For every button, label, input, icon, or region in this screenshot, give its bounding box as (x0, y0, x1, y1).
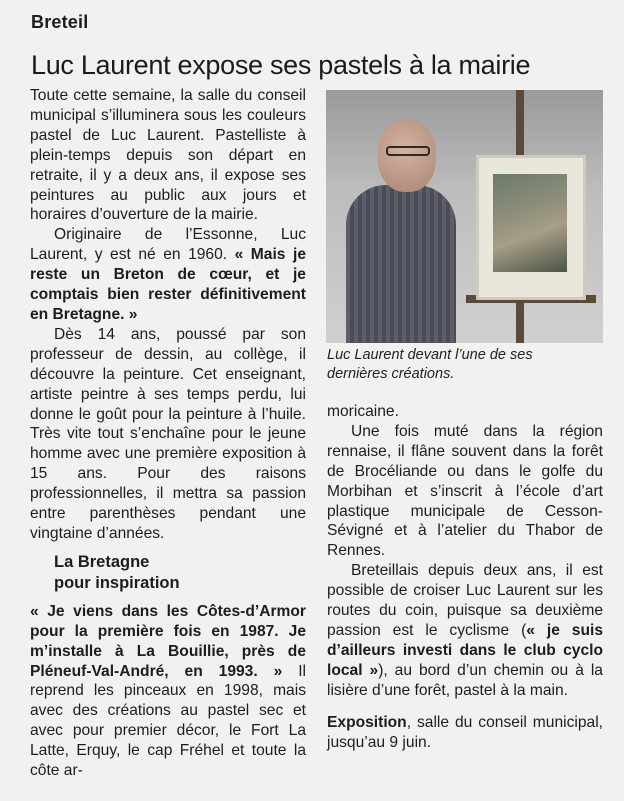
paragraph-intro: Toute cette semaine, la salle du conseil municipal s’illuminera sous les couleurs pastel de Luc Laurent. Pastelliste à plein-temps depuis son départ en retraite, il y a deux ans, il expose ses peintures au public aux jours et horaires d’ouverture de la mairie. (30, 87, 306, 224)
cycling-text-b: ), au bord d’un chemin ou à la lisière d’une forêt, pastel à la main. (327, 661, 603, 699)
subheading-line1: La Bretagne (54, 552, 150, 571)
paragraph-continuation: moricaine. (327, 403, 399, 420)
bretagne-text: Il reprend les pinceaux en 1998, mais avec des créations au pastel sec et avec pour premier décor, le Fort La Latte, Erquy, le cap Fréhel et toute la côte ar- (30, 662, 306, 780)
paragraph-rennes: Une fois muté dans la région rennaise, il flâne souvent dans la forêt de Brocéliande ou dans le golfe du Morbihan et s’inscrit à l’école d’art plastique municipale de Cesson-Sévigné et à l’atelier du Thabor de Rennes. (327, 422, 603, 560)
photo-caption (327, 346, 604, 384)
paragraph-bretagne (30, 602, 306, 781)
paragraph-exposition (327, 713, 603, 753)
bretagne-quote: « Je viens dans les Côtes-d’Armor pour la première fois en 1987. Je m’installe à La Bouillie, près de Pléneuf-Val-André, en 1993. » (30, 602, 306, 680)
person-head (378, 120, 436, 192)
paragraph-cycling (327, 561, 603, 700)
section-label: Breteil (31, 12, 89, 32)
person-shirt (346, 185, 456, 343)
caption-line1: Luc Laurent devant l’une de ses (327, 347, 533, 363)
cycling-quote: « je suis d’ailleurs investi dans le club cyclo local » (327, 621, 603, 679)
cycling-text-a: Breteillais depuis deux ans, il est possible de croiser Luc Laurent sur les routes du coin, puisque sa deuxième passion est le cyclisme ( (327, 562, 603, 639)
origin-text: Originaire de l’Essonne, Luc Laurent, y est né en 1960. (30, 226, 306, 264)
paragraph-youth: Dès 14 ans, poussé par son professeur de dessin, au collège, il découvre la peinture. Cet enseignant, artiste peintre à ses temps perdu, lui donne le goût pour la peinture à l’huile. Très vite tout s’enchaîne pour le jeune homme avec une première exposition à 15 ans. Pour des raisons professionnelles, il mettra sa passion entre parenthèses pendant une vingtaine d’années. (30, 325, 306, 542)
left-column (30, 86, 306, 781)
caption-line2: dernières créations. (327, 366, 455, 382)
painting (476, 155, 586, 300)
subheading (54, 552, 306, 594)
origin-quote: « Mais je reste un Breton de cœur, et je comptais bien rester définitivement en Bretagne. » (30, 246, 306, 323)
expo-text: , salle du conseil municipal, jusqu’au 9 juin. (327, 713, 603, 751)
paragraph-origin (30, 225, 306, 325)
article-headline: Luc Laurent expose ses pastels à la mairie (31, 50, 531, 80)
article-photo (326, 90, 603, 343)
subheading-line2: pour inspiration (54, 573, 180, 592)
right-column (327, 402, 603, 752)
expo-label: Exposition (327, 713, 407, 731)
glasses (386, 146, 430, 156)
